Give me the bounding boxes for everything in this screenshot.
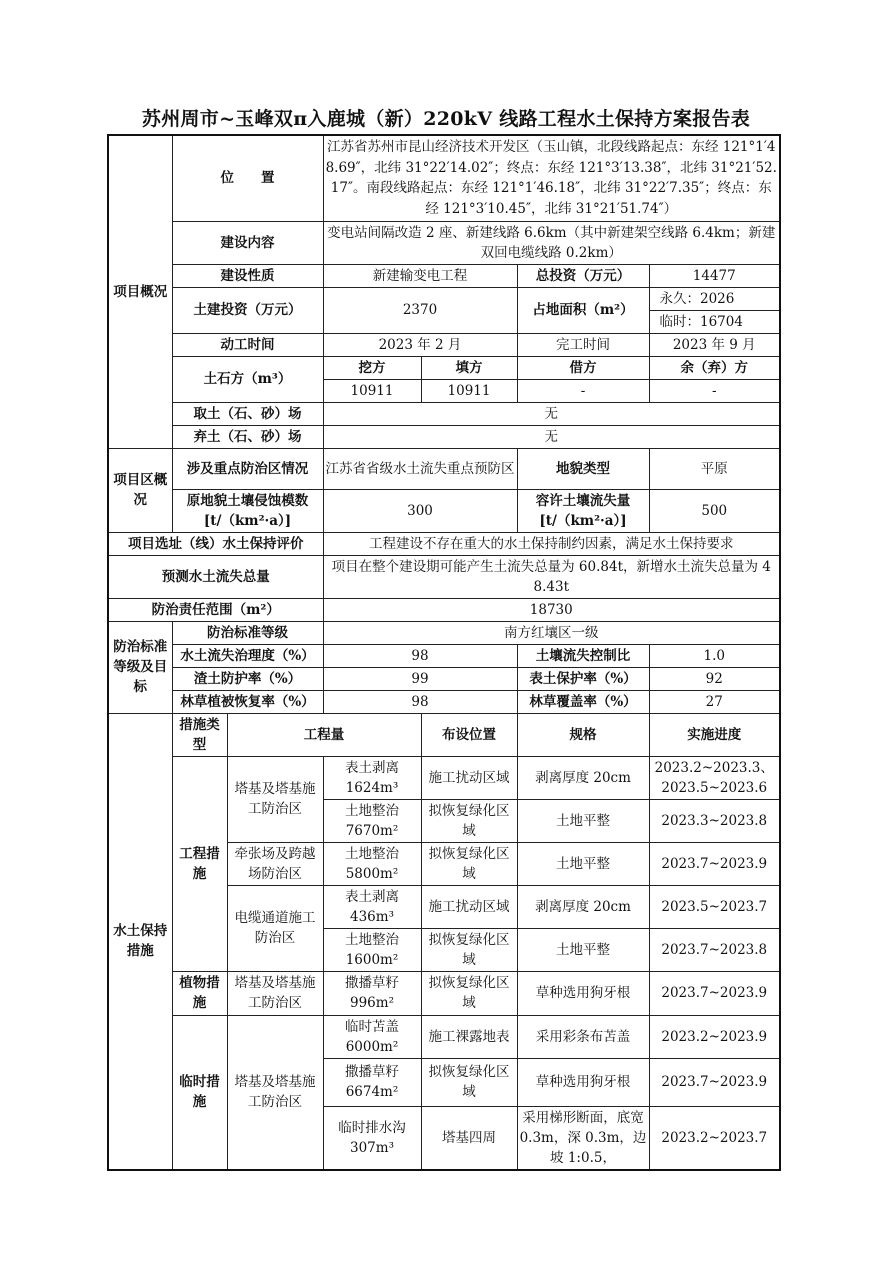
standard-row-label: 渣土防护率（%） xyxy=(172,667,323,690)
responsibility-label: 防治责任范围（m²） xyxy=(108,598,323,621)
engineering-zone: 牵张场及跨越场防治区 xyxy=(227,842,323,885)
measure-spec: 草种选用狗牙根 xyxy=(517,1058,649,1106)
civil-invest-value: 2370 xyxy=(323,287,517,333)
measure-item-name: 土地整治 xyxy=(345,802,399,819)
erosion-label-line1: 原地貌土壤侵蚀模数 xyxy=(186,492,309,509)
area-temp: 临时：16704 xyxy=(649,310,780,333)
report-table xyxy=(107,134,781,1171)
measure-item-qty: 7670m² xyxy=(345,822,399,839)
measure-spec: 剥离厚度 20cm xyxy=(517,756,649,799)
measure-schedule: 2023.2~2023.7 xyxy=(649,1106,780,1170)
measure-position: 拟恢复绿化区域 xyxy=(421,799,517,842)
measure-item-name: 表土剥离 xyxy=(345,759,399,776)
measure-spec: 土地平整 xyxy=(517,842,649,885)
spoil-value: 无 xyxy=(323,425,780,448)
earth-col-fill: 填方 xyxy=(421,356,517,379)
measure-schedule: 2023.7~2023.9 xyxy=(649,842,780,885)
measure-item-name: 表土剥离 xyxy=(345,888,399,905)
grade-label: 防治标准等级 xyxy=(172,621,323,644)
measure-position: 施工裸露地表 xyxy=(421,1015,517,1058)
end-label: 完工时间 xyxy=(517,333,649,356)
standard-row-label: 林草植被恢复率（%） xyxy=(172,690,323,713)
engineering-type: 工程措施 xyxy=(172,756,227,971)
measure-item xyxy=(323,842,421,885)
measure-item-name: 土地整治 xyxy=(345,845,399,862)
measure-schedule: 2023.7~2023.9 xyxy=(649,971,780,1015)
grade-value: 南方红壤区一级 xyxy=(323,621,780,644)
quantity-header: 工程量 xyxy=(227,713,421,756)
measure-position: 拟恢复绿化区域 xyxy=(421,842,517,885)
engineering-zone: 塔基及塔基施工防治区 xyxy=(227,756,323,842)
measure-item xyxy=(323,885,421,928)
earth-col-cut: 挖方 xyxy=(323,356,421,379)
standard-row-label-2: 表土保护率（%） xyxy=(517,667,649,690)
standard-row-label-2: 土壤流失控制比 xyxy=(517,644,649,667)
measure-spec: 采用梯形断面，底宽 0.3m，深 0.3m，边坡 1:0.5， xyxy=(517,1106,649,1170)
measure-item-name: 临时排水沟 xyxy=(338,1119,406,1136)
end-value: 2023 年 9 月 xyxy=(649,333,780,356)
standards-section-label: 防治标准等级及目标 xyxy=(108,621,172,713)
measure-item xyxy=(323,971,421,1015)
allow-value: 500 xyxy=(649,489,780,532)
location-value: 江苏省苏州市昆山经济技术开发区（玉山镇，北段线路起点：东经 121°1′48.69″，北纬 31°22′14.02″；终点：东经 121°3′13.38″，北纬 31°21′52.17″。南段线路起点：东经 121°1′46.18″，北纬 31°22′7.35″；终点：东经 121°3′10.45″，北纬 31°21′51.74″） xyxy=(323,135,780,221)
measure-item-qty: 436m³ xyxy=(350,908,394,925)
measure-item xyxy=(323,928,421,971)
allow-label-line2: [t/（km²·a）] xyxy=(539,512,627,529)
measure-schedule: 2023.5~2023.7 xyxy=(649,885,780,928)
measure-spec: 土地平整 xyxy=(517,928,649,971)
measure-item xyxy=(323,1058,421,1106)
landform-value: 平原 xyxy=(649,448,780,489)
total-invest-label: 总投资（万元） xyxy=(517,264,649,287)
standard-row-value: 98 xyxy=(323,644,517,667)
measure-spec: 土地平整 xyxy=(517,799,649,842)
start-value: 2023 年 2 月 xyxy=(323,333,517,356)
measure-item xyxy=(323,756,421,799)
measure-schedule: 2023.7~2023.9 xyxy=(649,1058,780,1106)
measure-item-qty: 6674m² xyxy=(345,1084,399,1100)
measure-item xyxy=(323,1106,421,1170)
measure-item-name: 撒播草籽 xyxy=(345,1064,399,1080)
landform-label: 地貌类型 xyxy=(517,448,649,489)
earth-spoil-value: - xyxy=(649,379,780,402)
measure-item-qty: 5800m² xyxy=(345,865,399,882)
report-title: 苏州周市~玉峰双π入鹿城（新）220kV 线路工程水土保持方案报告表 xyxy=(141,108,751,130)
measure-item-name: 撒播草籽 xyxy=(345,975,399,991)
standard-row-value: 98 xyxy=(323,690,517,713)
zone-value: 江苏省省级水土流失重点预防区 xyxy=(323,448,517,489)
measure-position: 拟恢复绿化区域 xyxy=(421,971,517,1015)
measure-position: 施工扰动区域 xyxy=(421,885,517,928)
civil-invest-label: 土建投资（万元） xyxy=(172,287,323,333)
standard-row-value-2: 27 xyxy=(649,690,780,713)
content-value: 变电站间隔改造 2 座、新建线路 6.6km（其中新建架空线路 6.4km；新建双回电缆线路 0.2km） xyxy=(323,221,780,264)
temporary-zone: 塔基及塔基施工防治区 xyxy=(227,1015,323,1170)
measure-schedule: 2023.2~2023.9 xyxy=(649,1015,780,1058)
area-overview-section-label: 项目区概况 xyxy=(108,448,172,532)
allow-label-line1: 容许土壤流失量 xyxy=(535,492,631,509)
total-invest-value: 14477 xyxy=(649,264,780,287)
measure-schedule: 2023.7~2023.8 xyxy=(649,928,780,971)
erosion-value: 300 xyxy=(323,489,517,532)
measures-section-label: 水土保持措施 xyxy=(108,713,172,1170)
measure-spec: 草种选用狗牙根 xyxy=(517,971,649,1015)
earth-col-spoil: 余（弃）方 xyxy=(649,356,780,379)
measure-position: 拟恢复绿化区域 xyxy=(421,928,517,971)
measure-schedule: 2023.3~2023.8 xyxy=(649,799,780,842)
nature-label: 建设性质 xyxy=(172,264,323,287)
engineering-zone: 电缆通道施工防治区 xyxy=(227,885,323,971)
allow-label xyxy=(517,489,649,532)
borrow-value: 无 xyxy=(323,402,780,425)
measure-spec: 剥离厚度 20cm xyxy=(517,885,649,928)
standard-row-value: 99 xyxy=(323,667,517,690)
zone-label: 涉及重点防治区情况 xyxy=(172,448,323,489)
earth-fill-value: 10911 xyxy=(421,379,517,402)
measure-type-header: 措施类型 xyxy=(172,713,227,756)
nature-value: 新建输变电工程 xyxy=(323,264,517,287)
measure-position: 塔基四周 xyxy=(421,1106,517,1170)
schedule-header: 实施进度 xyxy=(649,713,780,756)
earth-label: 土石方（m³） xyxy=(172,356,323,402)
measure-item-qty: 1600m² xyxy=(345,951,399,968)
erosion-label xyxy=(172,489,323,532)
measure-item-qty: 6000m² xyxy=(345,1038,399,1055)
measure-item-qty: 996m² xyxy=(350,995,394,1011)
borrow-label: 取土（石、砂）场 xyxy=(172,402,323,425)
plant-type: 植物措施 xyxy=(172,971,227,1015)
location-label: 位 置 xyxy=(172,135,323,221)
measure-position: 拟恢复绿化区域 xyxy=(421,1058,517,1106)
site-eval-label: 项目选址（线）水土保持评价 xyxy=(108,532,323,555)
spec-header: 规格 xyxy=(517,713,649,756)
responsibility-value: 18730 xyxy=(323,598,780,621)
measure-schedule: 2023.2~2023.3、2023.5~2023.6 xyxy=(649,756,780,799)
position-header: 布设位置 xyxy=(421,713,517,756)
site-eval-value: 工程建设不存在重大的水土保持制约因素，满足水土保持要求 xyxy=(323,532,780,555)
content-label: 建设内容 xyxy=(172,221,323,264)
measure-item-name: 土地整治 xyxy=(345,931,399,948)
plant-zone: 塔基及塔基施工防治区 xyxy=(227,971,323,1015)
spoil-label: 弃土（石、砂）场 xyxy=(172,425,323,448)
standard-row-value-2: 92 xyxy=(649,667,780,690)
standard-row-label-2: 林草覆盖率（%） xyxy=(517,690,649,713)
measure-item xyxy=(323,799,421,842)
measure-position: 施工扰动区域 xyxy=(421,756,517,799)
predict-value: 项目在整个建设期可能产生土流失总量为 60.84t，新增水土流失总量为 48.43t xyxy=(323,555,780,598)
erosion-label-line2: [t/（km²·a）] xyxy=(203,512,292,529)
measure-item-qty: 307m³ xyxy=(350,1139,394,1156)
standard-row-label: 水土流失治理度（%） xyxy=(172,644,323,667)
predict-label: 预测水土流失总量 xyxy=(108,555,323,598)
earth-col-borrow: 借方 xyxy=(517,356,649,379)
measure-item xyxy=(323,1015,421,1058)
area-label: 占地面积（m²） xyxy=(517,287,649,333)
measure-item-qty: 1624m³ xyxy=(345,779,399,796)
earth-cut-value: 10911 xyxy=(323,379,421,402)
standard-row-value-2: 1.0 xyxy=(649,644,780,667)
measure-item-name: 临时苫盖 xyxy=(345,1018,399,1035)
start-label: 动工时间 xyxy=(172,333,323,356)
overview-section-label: 项目概况 xyxy=(108,135,172,448)
temporary-type: 临时措施 xyxy=(172,1015,227,1170)
area-perm: 永久：2026 xyxy=(649,287,780,310)
earth-borrow-value: - xyxy=(517,379,649,402)
measure-spec: 采用彩条布苫盖 xyxy=(517,1015,649,1058)
